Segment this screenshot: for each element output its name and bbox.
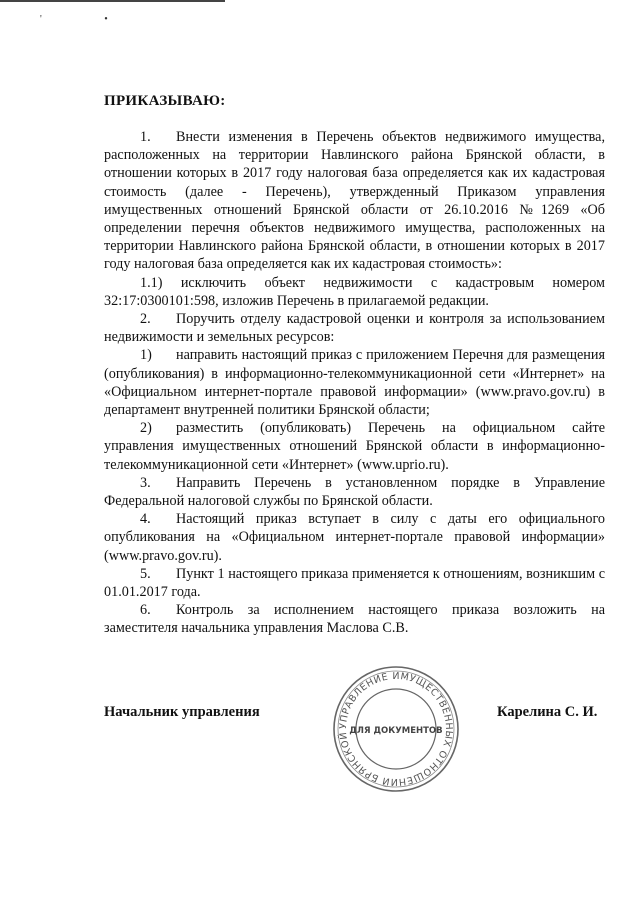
paragraph-number: 2. bbox=[140, 311, 151, 328]
order-heading: ПРИКАЗЫВАЮ: bbox=[104, 93, 226, 109]
paragraph-text: Внести изменения в Перечень объектов недвижимого имущества, расположенных на территории Навлинского района Брянской области, в отношении которых в 2017 году налоговая база определяется как их кадастровая стоимость (далее - Перечень), утвержденный Приказом управления имущественных отношений Брянской области от 26.10.2016 №1269 «Об определении перечня объектов недвижимого имущества, расположенных на территории Навлинского района Брянской области, в отношении которых в 2017 году налоговая база определяется как их кадастровая стоимость»: bbox=[104, 129, 605, 273]
stamp-center-text: ДЛЯ ДОКУМЕНТОВ bbox=[349, 726, 443, 736]
paragraph-number: 6. bbox=[140, 602, 151, 619]
paragraph-text: разместить (опубликовать) Перечень на официальном сайте управления имущественных отношений Брянской области в информационно-телекоммуникационной сети «Интернет» (www.uprio.ru). bbox=[104, 420, 605, 473]
paragraph-2-2 bbox=[104, 419, 605, 474]
signer-position: Начальник управления bbox=[104, 704, 260, 720]
paragraph-number: 3. bbox=[140, 474, 151, 491]
paragraph-text: Поручить отделу кадастровой оценки и контроля за использованием недвижимости и земельных ресурсов: bbox=[104, 311, 605, 346]
paragraph-text: 1.1) исключить объект недвижимости с кадастровым номером 32:17:0300101:598, изложив Перечень в прилагаемой редакции. bbox=[104, 274, 605, 309]
paragraph-6 bbox=[104, 601, 605, 637]
scan-marks: ' • bbox=[40, 14, 138, 25]
signer-name: Карелина С. И. bbox=[497, 704, 598, 720]
paragraph-1 bbox=[104, 128, 605, 274]
paragraph-text: направить настоящий приказ с приложением Перечня для размещения (опубликования) в информационно-телекоммуникационной сети «Интернет» на «Официальном интернет-портале правовой информации» (www.pravo.gov.ru) в департамент внутренней политики Брянской области; bbox=[104, 347, 605, 419]
paragraph-number: 4. bbox=[140, 511, 151, 528]
paragraph-number: 5. bbox=[140, 565, 151, 582]
paragraph-text: Пункт 1 настоящего приказа применяется к отношениям, возникшим с 01.01.2017 года. bbox=[104, 565, 605, 601]
paragraph-text: Настоящий приказ вступает в силу с даты его официального опубликования на «Официальном интернет-портале правовой информации» (www.pravo.gov.ru). bbox=[104, 511, 605, 564]
paragraph-text: Контроль за исполнением настоящего приказа возложить на заместителя начальника управления Маслова С.В. bbox=[104, 602, 605, 637]
order-body bbox=[104, 128, 605, 638]
paragraph-2 bbox=[104, 310, 605, 346]
official-stamp bbox=[331, 664, 461, 794]
stamp-seal-icon bbox=[331, 664, 461, 794]
paragraph-number: 1) bbox=[140, 347, 152, 364]
paragraph-2-1 bbox=[104, 346, 605, 419]
stamp-ring-text: УПРАВЛЕНИЕ ИМУЩЕСТВЕННЫХ ОТНОШЕНИЙ БРЯНСКОЙ bbox=[337, 670, 455, 788]
paragraph-number: 2) bbox=[140, 420, 152, 437]
paragraph-5 bbox=[104, 565, 605, 601]
paragraph-3 bbox=[104, 474, 605, 510]
paragraph-4 bbox=[104, 510, 605, 565]
paragraph-number: 1. bbox=[140, 129, 151, 145]
scan-top-line bbox=[0, 0, 225, 2]
paragraph-text: Направить Перечень в установленном порядке в Управление Федеральной налоговой службы по Брянской области. bbox=[104, 474, 605, 510]
paragraph-1-1 bbox=[104, 274, 605, 310]
